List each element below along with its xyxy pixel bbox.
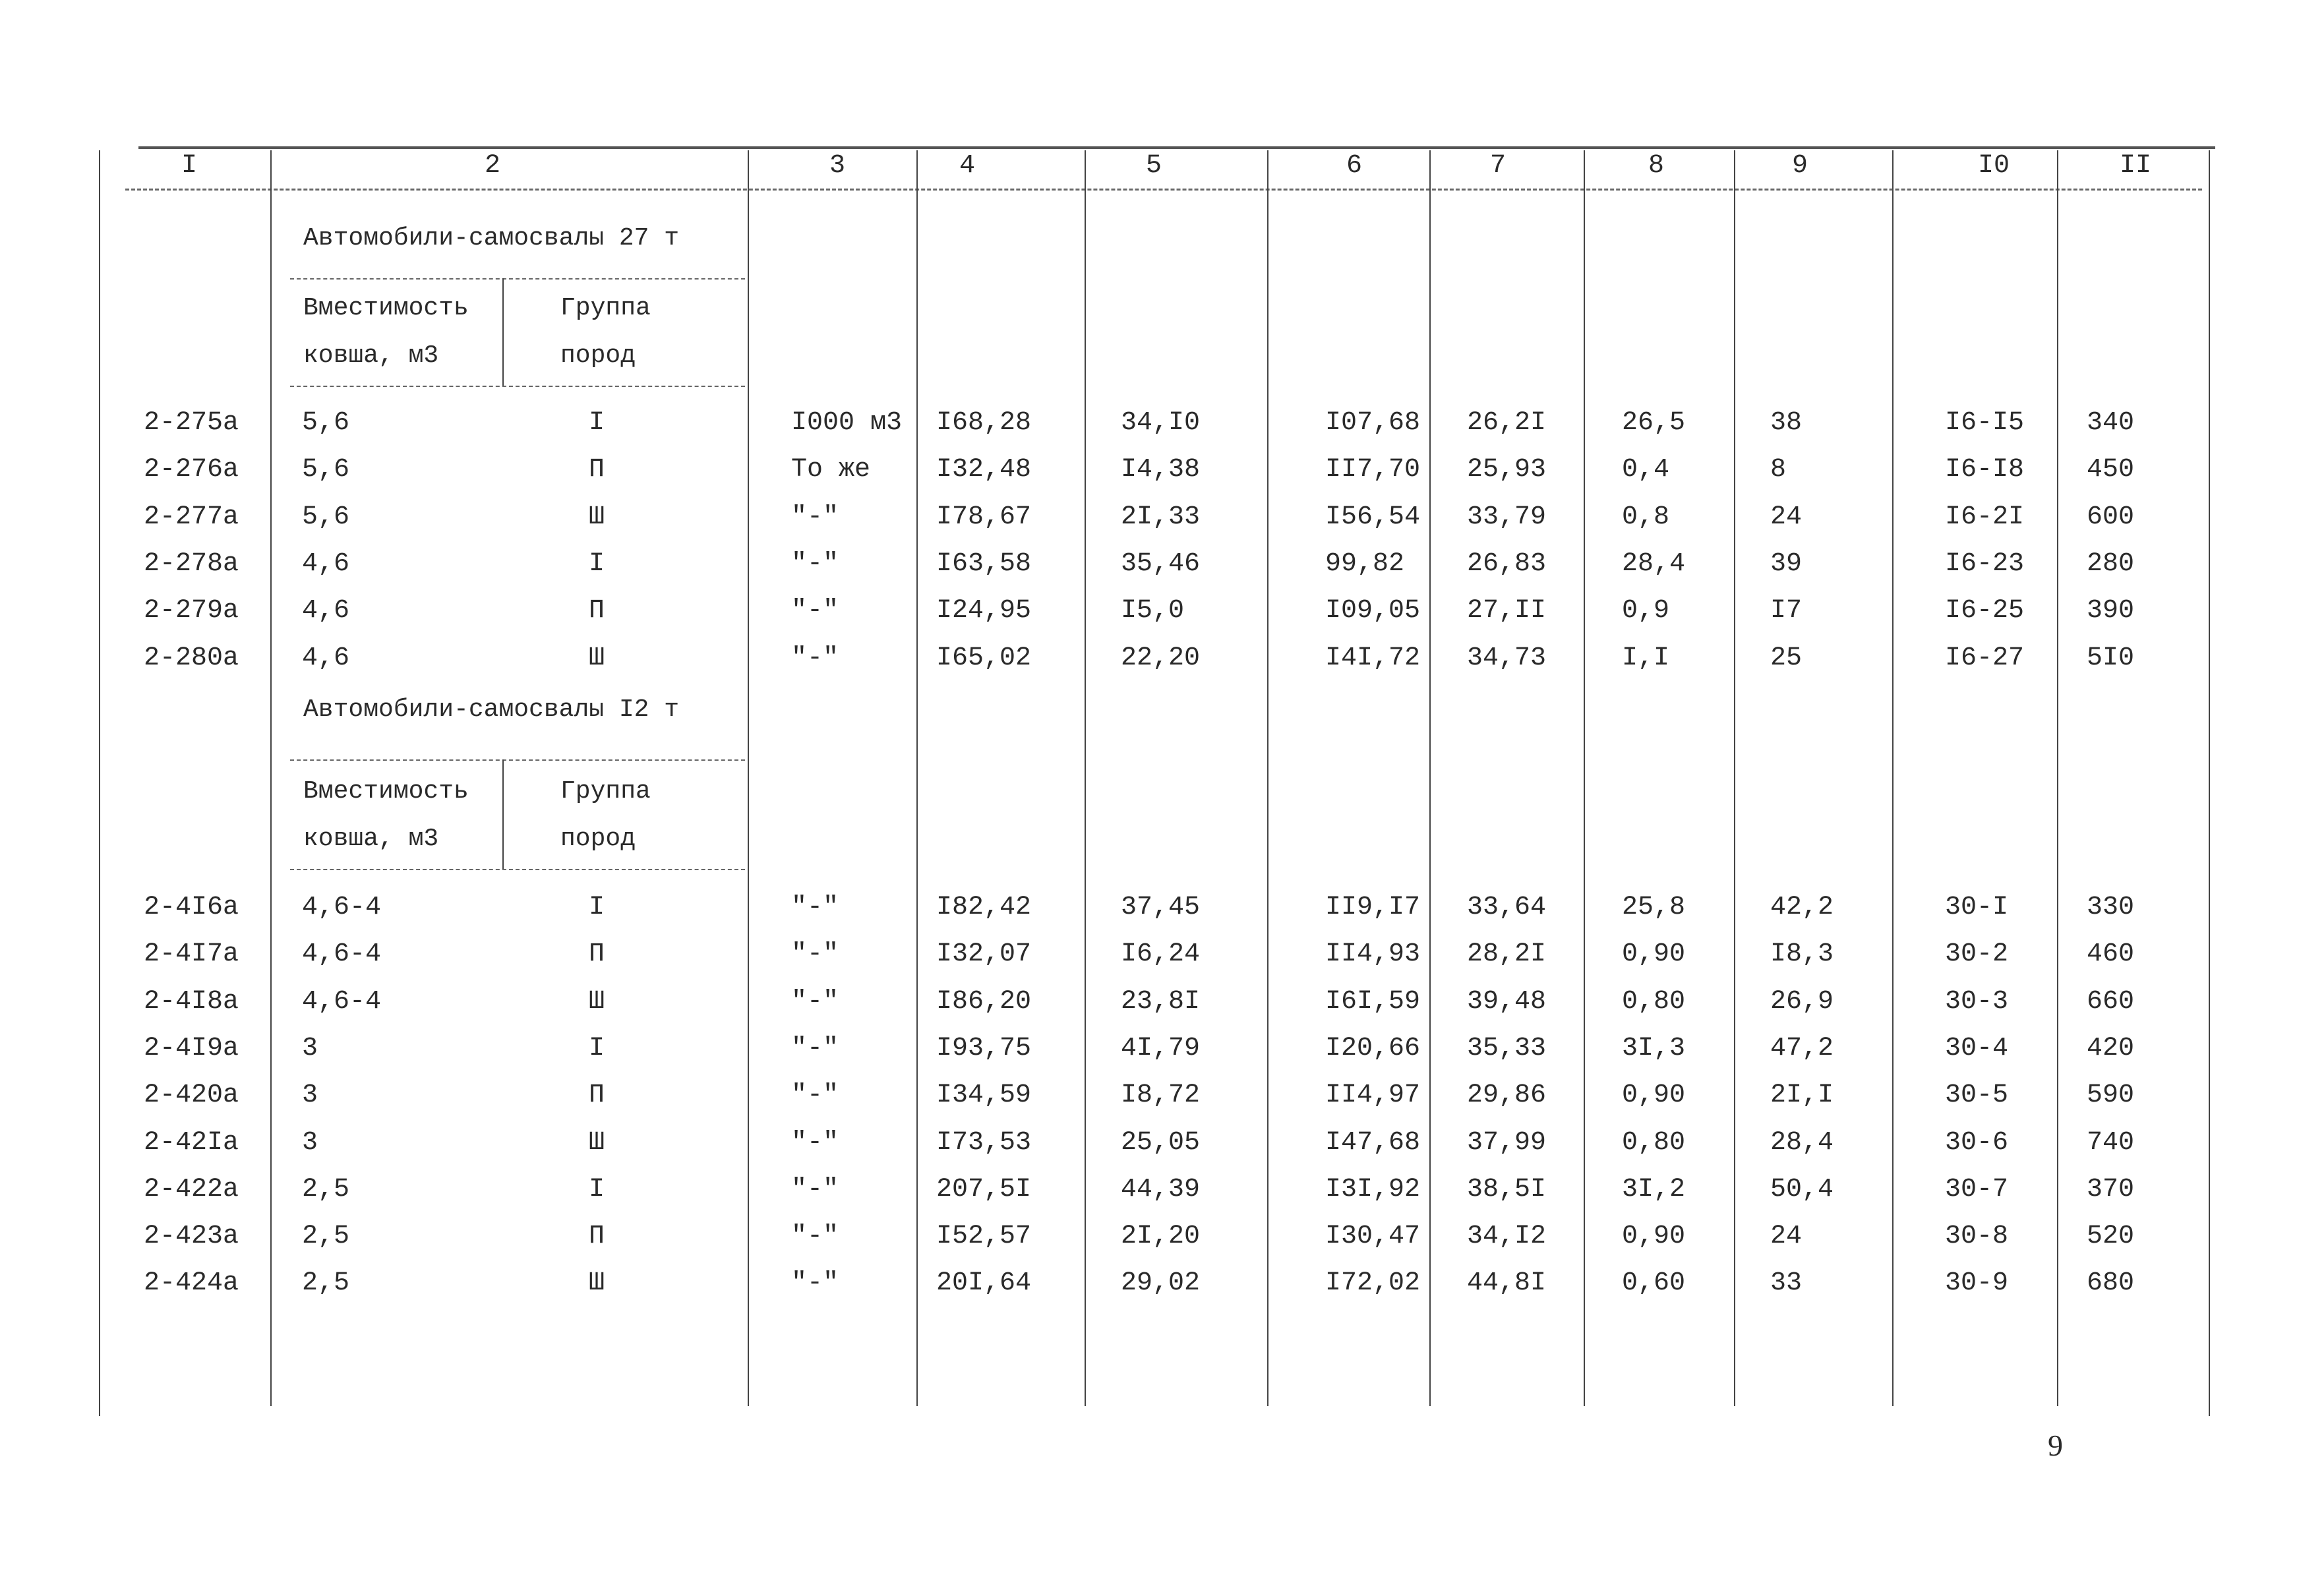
table-cell: 0,80 bbox=[1622, 1128, 1686, 1158]
row-code: 2-276a bbox=[144, 455, 239, 485]
table-cell: 38,5I bbox=[1467, 1175, 1547, 1204]
table-cell: 0,4 bbox=[1622, 455, 1670, 485]
table-cell: I47,68 bbox=[1325, 1128, 1421, 1158]
table-cell: 37,99 bbox=[1467, 1128, 1547, 1158]
table-cell: 20I,64 bbox=[936, 1268, 1032, 1298]
table-cell: I56,54 bbox=[1325, 502, 1421, 532]
table-cell: 26,83 bbox=[1467, 549, 1547, 579]
table-cell: 25,8 bbox=[1622, 893, 1686, 922]
table-cell: I6-I5 bbox=[1945, 408, 2025, 438]
table-cell: Ш bbox=[588, 1268, 605, 1298]
table-cell: 30-2 bbox=[1945, 939, 2009, 969]
table-cell: 0,90 bbox=[1622, 1222, 1686, 1251]
table-cell: 25,93 bbox=[1467, 455, 1547, 485]
row-code: 2-423a bbox=[144, 1222, 239, 1251]
row-code: 2-420a bbox=[144, 1080, 239, 1110]
row-code: 2-4I7a bbox=[144, 939, 239, 969]
table-cell: 420 bbox=[2087, 1034, 2135, 1063]
table-cell: 26,9 bbox=[1770, 987, 1834, 1017]
table-cell: 44,39 bbox=[1121, 1175, 1201, 1204]
table-cell: 280 bbox=[2087, 549, 2135, 579]
table-cell: П bbox=[588, 1222, 605, 1251]
table-cell: I6I,59 bbox=[1325, 987, 1421, 1017]
column-header: II bbox=[2120, 151, 2152, 181]
table-cell: "-" bbox=[791, 643, 839, 673]
table-cell: I82,42 bbox=[936, 893, 1032, 922]
table-cell: 24 bbox=[1770, 502, 1803, 532]
table-cell: 5,6 bbox=[302, 408, 350, 438]
table-cell: 8 bbox=[1770, 455, 1787, 485]
table-cell: 50,4 bbox=[1770, 1175, 1834, 1204]
table-cell: I30,47 bbox=[1325, 1222, 1421, 1251]
column-header: 9 bbox=[1792, 151, 1808, 181]
table-cell: 460 bbox=[2087, 939, 2135, 969]
table-cell: "-" bbox=[791, 1175, 839, 1204]
table-cell: 33 bbox=[1770, 1268, 1803, 1298]
table-cell: 0,60 bbox=[1622, 1268, 1686, 1298]
table-cell: 2,5 bbox=[302, 1175, 350, 1204]
table-cell: "-" bbox=[791, 1128, 839, 1158]
table-cell: 207,5I bbox=[936, 1175, 1032, 1204]
table-cell: "-" bbox=[791, 1080, 839, 1110]
table-cell: Ш bbox=[588, 987, 605, 1017]
subheader-rock-group: Группа bbox=[560, 777, 651, 806]
column-divider bbox=[916, 150, 918, 1406]
table-cell: 35,33 bbox=[1467, 1034, 1547, 1063]
table-cell: "-" bbox=[791, 549, 839, 579]
table-cell: 26,5 bbox=[1622, 408, 1686, 438]
section-rule bbox=[290, 869, 745, 870]
table-cell: I07,68 bbox=[1325, 408, 1421, 438]
table-cell: 30-3 bbox=[1945, 987, 2009, 1017]
section-title: Автомобили-самосвалы I2 т bbox=[303, 695, 680, 724]
table-cell: 740 bbox=[2087, 1128, 2135, 1158]
table-cell: 29,86 bbox=[1467, 1080, 1547, 1110]
table-cell: 2I,33 bbox=[1121, 502, 1201, 532]
table-cell: 39 bbox=[1770, 549, 1803, 579]
table-cell: 30-6 bbox=[1945, 1128, 2009, 1158]
table-cell: 33,64 bbox=[1467, 893, 1547, 922]
table-cell: 340 bbox=[2087, 408, 2135, 438]
table-cell: 2I,20 bbox=[1121, 1222, 1201, 1251]
table-cell: 34,73 bbox=[1467, 643, 1547, 673]
table-cell: То же bbox=[791, 455, 871, 485]
table-cell: 30-8 bbox=[1945, 1222, 2009, 1251]
table-cell: П bbox=[588, 939, 605, 969]
table-cell: I6-2I bbox=[1945, 502, 2025, 532]
table-cell: I bbox=[588, 408, 605, 438]
table-cell: 5,6 bbox=[302, 502, 350, 532]
column-header: 8 bbox=[1648, 151, 1665, 181]
table-cell: I32,48 bbox=[936, 455, 1032, 485]
column-divider bbox=[2057, 150, 2058, 1406]
table-cell: I32,07 bbox=[936, 939, 1032, 969]
table-cell: I8,72 bbox=[1121, 1080, 1201, 1110]
table-cell: I86,20 bbox=[936, 987, 1032, 1017]
table-cell: I09,05 bbox=[1325, 596, 1421, 626]
column-divider bbox=[1085, 150, 1086, 1406]
table-cell: 22,20 bbox=[1121, 643, 1201, 673]
table-cell: I bbox=[588, 549, 605, 579]
table-cell: 30-4 bbox=[1945, 1034, 2009, 1063]
table-cell: 30-9 bbox=[1945, 1268, 2009, 1298]
table-cell: I73,53 bbox=[936, 1128, 1032, 1158]
row-code: 2-275a bbox=[144, 408, 239, 438]
subheader-rock-group: Группа bbox=[560, 294, 651, 322]
page-number: 9 bbox=[2048, 1429, 2063, 1462]
table-cell: 0,90 bbox=[1622, 939, 1686, 969]
table-cell: 520 bbox=[2087, 1222, 2135, 1251]
table-cell: 30-7 bbox=[1945, 1175, 2009, 1204]
table-cell: I6-25 bbox=[1945, 596, 2025, 626]
table-cell: 23,8I bbox=[1121, 987, 1201, 1017]
subheader-bucket-capacity: Вместимость bbox=[303, 777, 469, 806]
table-cell: I bbox=[588, 893, 605, 922]
table-cell: I93,75 bbox=[936, 1034, 1032, 1063]
row-code: 2-280a bbox=[144, 643, 239, 673]
row-code: 2-279a bbox=[144, 596, 239, 626]
table-cell: 4I,79 bbox=[1121, 1034, 1201, 1063]
table-cell: 34,I0 bbox=[1121, 408, 1201, 438]
subheader-bucket-capacity: Вместимость bbox=[303, 294, 469, 322]
subheader-divider bbox=[502, 759, 504, 869]
table-cell: II9,I7 bbox=[1325, 893, 1421, 922]
column-header: 6 bbox=[1346, 151, 1363, 181]
table-cell: I bbox=[588, 1034, 605, 1063]
row-code: 2-42Ia bbox=[144, 1128, 239, 1158]
section-rule bbox=[290, 759, 745, 761]
section-title: Автомобили-самосвалы 27 т bbox=[303, 224, 680, 252]
column-header: 5 bbox=[1146, 151, 1162, 181]
table-cell: I63,58 bbox=[936, 549, 1032, 579]
table-cell: 47,2 bbox=[1770, 1034, 1834, 1063]
table-cell: II4,97 bbox=[1325, 1080, 1421, 1110]
column-divider bbox=[1429, 150, 1431, 1406]
table-cell: 24 bbox=[1770, 1222, 1803, 1251]
table-cell: 4,6-4 bbox=[302, 987, 382, 1017]
column-header: I0 bbox=[1978, 151, 2010, 181]
table-cell: I72,02 bbox=[1325, 1268, 1421, 1298]
table-cell: I52,57 bbox=[936, 1222, 1032, 1251]
table-cell: I24,95 bbox=[936, 596, 1032, 626]
table-cell: I20,66 bbox=[1325, 1034, 1421, 1063]
subheader-divider bbox=[502, 278, 504, 386]
column-header: 3 bbox=[829, 151, 846, 181]
column-header: 7 bbox=[1490, 151, 1506, 181]
table-cell: П bbox=[588, 455, 605, 485]
table-cell: 0,90 bbox=[1622, 1080, 1686, 1110]
table-cell: 28,4 bbox=[1622, 549, 1686, 579]
table-cell: Ш bbox=[588, 1128, 605, 1158]
table-cell: 3 bbox=[302, 1128, 318, 1158]
table-cell: 28,4 bbox=[1770, 1128, 1834, 1158]
table-cell: 27,II bbox=[1467, 596, 1547, 626]
table-cell: 5I0 bbox=[2087, 643, 2135, 673]
column-divider bbox=[748, 150, 749, 1406]
table-cell: 33,79 bbox=[1467, 502, 1547, 532]
table-cell: 660 bbox=[2087, 987, 2135, 1017]
table-cell: I6-27 bbox=[1945, 643, 2025, 673]
table-cell: 28,2I bbox=[1467, 939, 1547, 969]
row-code: 2-422a bbox=[144, 1175, 239, 1204]
table-cell: I6-I8 bbox=[1945, 455, 2025, 485]
table-cell: 3I,2 bbox=[1622, 1175, 1686, 1204]
table-cell: 2I,I bbox=[1770, 1080, 1834, 1110]
table-cell: 44,8I bbox=[1467, 1268, 1547, 1298]
column-header: I bbox=[181, 151, 198, 181]
table-cell: 99,82 bbox=[1325, 549, 1405, 579]
table-cell: "-" bbox=[791, 502, 839, 532]
table-cell: I6,24 bbox=[1121, 939, 1201, 969]
table-cell: II7,70 bbox=[1325, 455, 1421, 485]
subheader-rock-group: пород bbox=[560, 825, 636, 853]
column-divider bbox=[270, 150, 272, 1406]
table-cell: I bbox=[588, 1175, 605, 1204]
table-cell: I4I,72 bbox=[1325, 643, 1421, 673]
table-cell: Ш bbox=[588, 502, 605, 532]
column-header: 2 bbox=[485, 151, 501, 181]
table-cell: 26,2I bbox=[1467, 408, 1547, 438]
section-rule bbox=[290, 386, 745, 387]
table-cell: 34,I2 bbox=[1467, 1222, 1547, 1251]
table-cell: "-" bbox=[791, 893, 839, 922]
header-separator bbox=[125, 189, 2202, 191]
table-cell: 3 bbox=[302, 1034, 318, 1063]
table-cell: I78,67 bbox=[936, 502, 1032, 532]
row-code: 2-424a bbox=[144, 1268, 239, 1298]
table-cell: "-" bbox=[791, 1268, 839, 1298]
table-cell: 0,80 bbox=[1622, 987, 1686, 1017]
subheader-rock-group: пород bbox=[560, 341, 636, 370]
table-cell: I,I bbox=[1622, 643, 1670, 673]
table-cell: 3 bbox=[302, 1080, 318, 1110]
column-divider bbox=[1584, 150, 1585, 1406]
table-cell: 25,05 bbox=[1121, 1128, 1201, 1158]
table-cell: 4,6 bbox=[302, 549, 350, 579]
table-cell: 25 bbox=[1770, 643, 1803, 673]
table-cell: I68,28 bbox=[936, 408, 1032, 438]
column-divider bbox=[99, 150, 100, 1416]
table-cell: "-" bbox=[791, 1034, 839, 1063]
table-cell: I4,38 bbox=[1121, 455, 1201, 485]
table-cell: Ш bbox=[588, 643, 605, 673]
table-cell: 4,6 bbox=[302, 596, 350, 626]
table-cell: 29,02 bbox=[1121, 1268, 1201, 1298]
table-cell: 39,48 bbox=[1467, 987, 1547, 1017]
table-cell: 30-I bbox=[1945, 893, 2009, 922]
row-code: 2-4I6a bbox=[144, 893, 239, 922]
table-cell: II4,93 bbox=[1325, 939, 1421, 969]
table-cell: 3I,3 bbox=[1622, 1034, 1686, 1063]
table-cell: 590 bbox=[2087, 1080, 2135, 1110]
row-code: 2-278a bbox=[144, 549, 239, 579]
table-cell: "-" bbox=[791, 1222, 839, 1251]
table-cell: 2,5 bbox=[302, 1222, 350, 1251]
table-cell: 35,46 bbox=[1121, 549, 1201, 579]
table-cell: 330 bbox=[2087, 893, 2135, 922]
table-cell: I65,02 bbox=[936, 643, 1032, 673]
table-cell: 370 bbox=[2087, 1175, 2135, 1204]
table-cell: 0,9 bbox=[1622, 596, 1670, 626]
subheader-bucket-capacity: ковша, м3 bbox=[303, 341, 439, 370]
table-top-rule bbox=[138, 146, 2215, 149]
column-divider bbox=[1267, 150, 1268, 1406]
table-cell: 600 bbox=[2087, 502, 2135, 532]
table-cell: "-" bbox=[791, 596, 839, 626]
row-code: 2-277a bbox=[144, 502, 239, 532]
table-cell: 42,2 bbox=[1770, 893, 1834, 922]
table-cell: I34,59 bbox=[936, 1080, 1032, 1110]
table-cell: 680 bbox=[2087, 1268, 2135, 1298]
table-cell: 38 bbox=[1770, 408, 1803, 438]
table-cell: I000 м3 bbox=[791, 408, 903, 438]
table-cell: I6-23 bbox=[1945, 549, 2025, 579]
table-cell: "-" bbox=[791, 987, 839, 1017]
column-divider bbox=[1734, 150, 1735, 1406]
table-cell: 390 bbox=[2087, 596, 2135, 626]
subheader-bucket-capacity: ковша, м3 bbox=[303, 825, 439, 853]
table-cell: I7 bbox=[1770, 596, 1803, 626]
table-cell: П bbox=[588, 1080, 605, 1110]
table-cell: I5,0 bbox=[1121, 596, 1185, 626]
row-code: 2-4I9a bbox=[144, 1034, 239, 1063]
table-cell: 0,8 bbox=[1622, 502, 1670, 532]
table-cell: 4,6 bbox=[302, 643, 350, 673]
table-cell: I8,3 bbox=[1770, 939, 1834, 969]
table-cell: 5,6 bbox=[302, 455, 350, 485]
table-cell: 30-5 bbox=[1945, 1080, 2009, 1110]
column-divider bbox=[2209, 150, 2210, 1416]
table-cell: "-" bbox=[791, 939, 839, 969]
section-rule bbox=[290, 278, 745, 280]
column-divider bbox=[1892, 150, 1894, 1406]
column-header: 4 bbox=[959, 151, 976, 181]
table-cell: 4,6-4 bbox=[302, 893, 382, 922]
row-code: 2-4I8a bbox=[144, 987, 239, 1017]
table-cell: 4,6-4 bbox=[302, 939, 382, 969]
table-cell: 37,45 bbox=[1121, 893, 1201, 922]
table-cell: 2,5 bbox=[302, 1268, 350, 1298]
table-cell: I3I,92 bbox=[1325, 1175, 1421, 1204]
table-cell: П bbox=[588, 596, 605, 626]
table-cell: 450 bbox=[2087, 455, 2135, 485]
